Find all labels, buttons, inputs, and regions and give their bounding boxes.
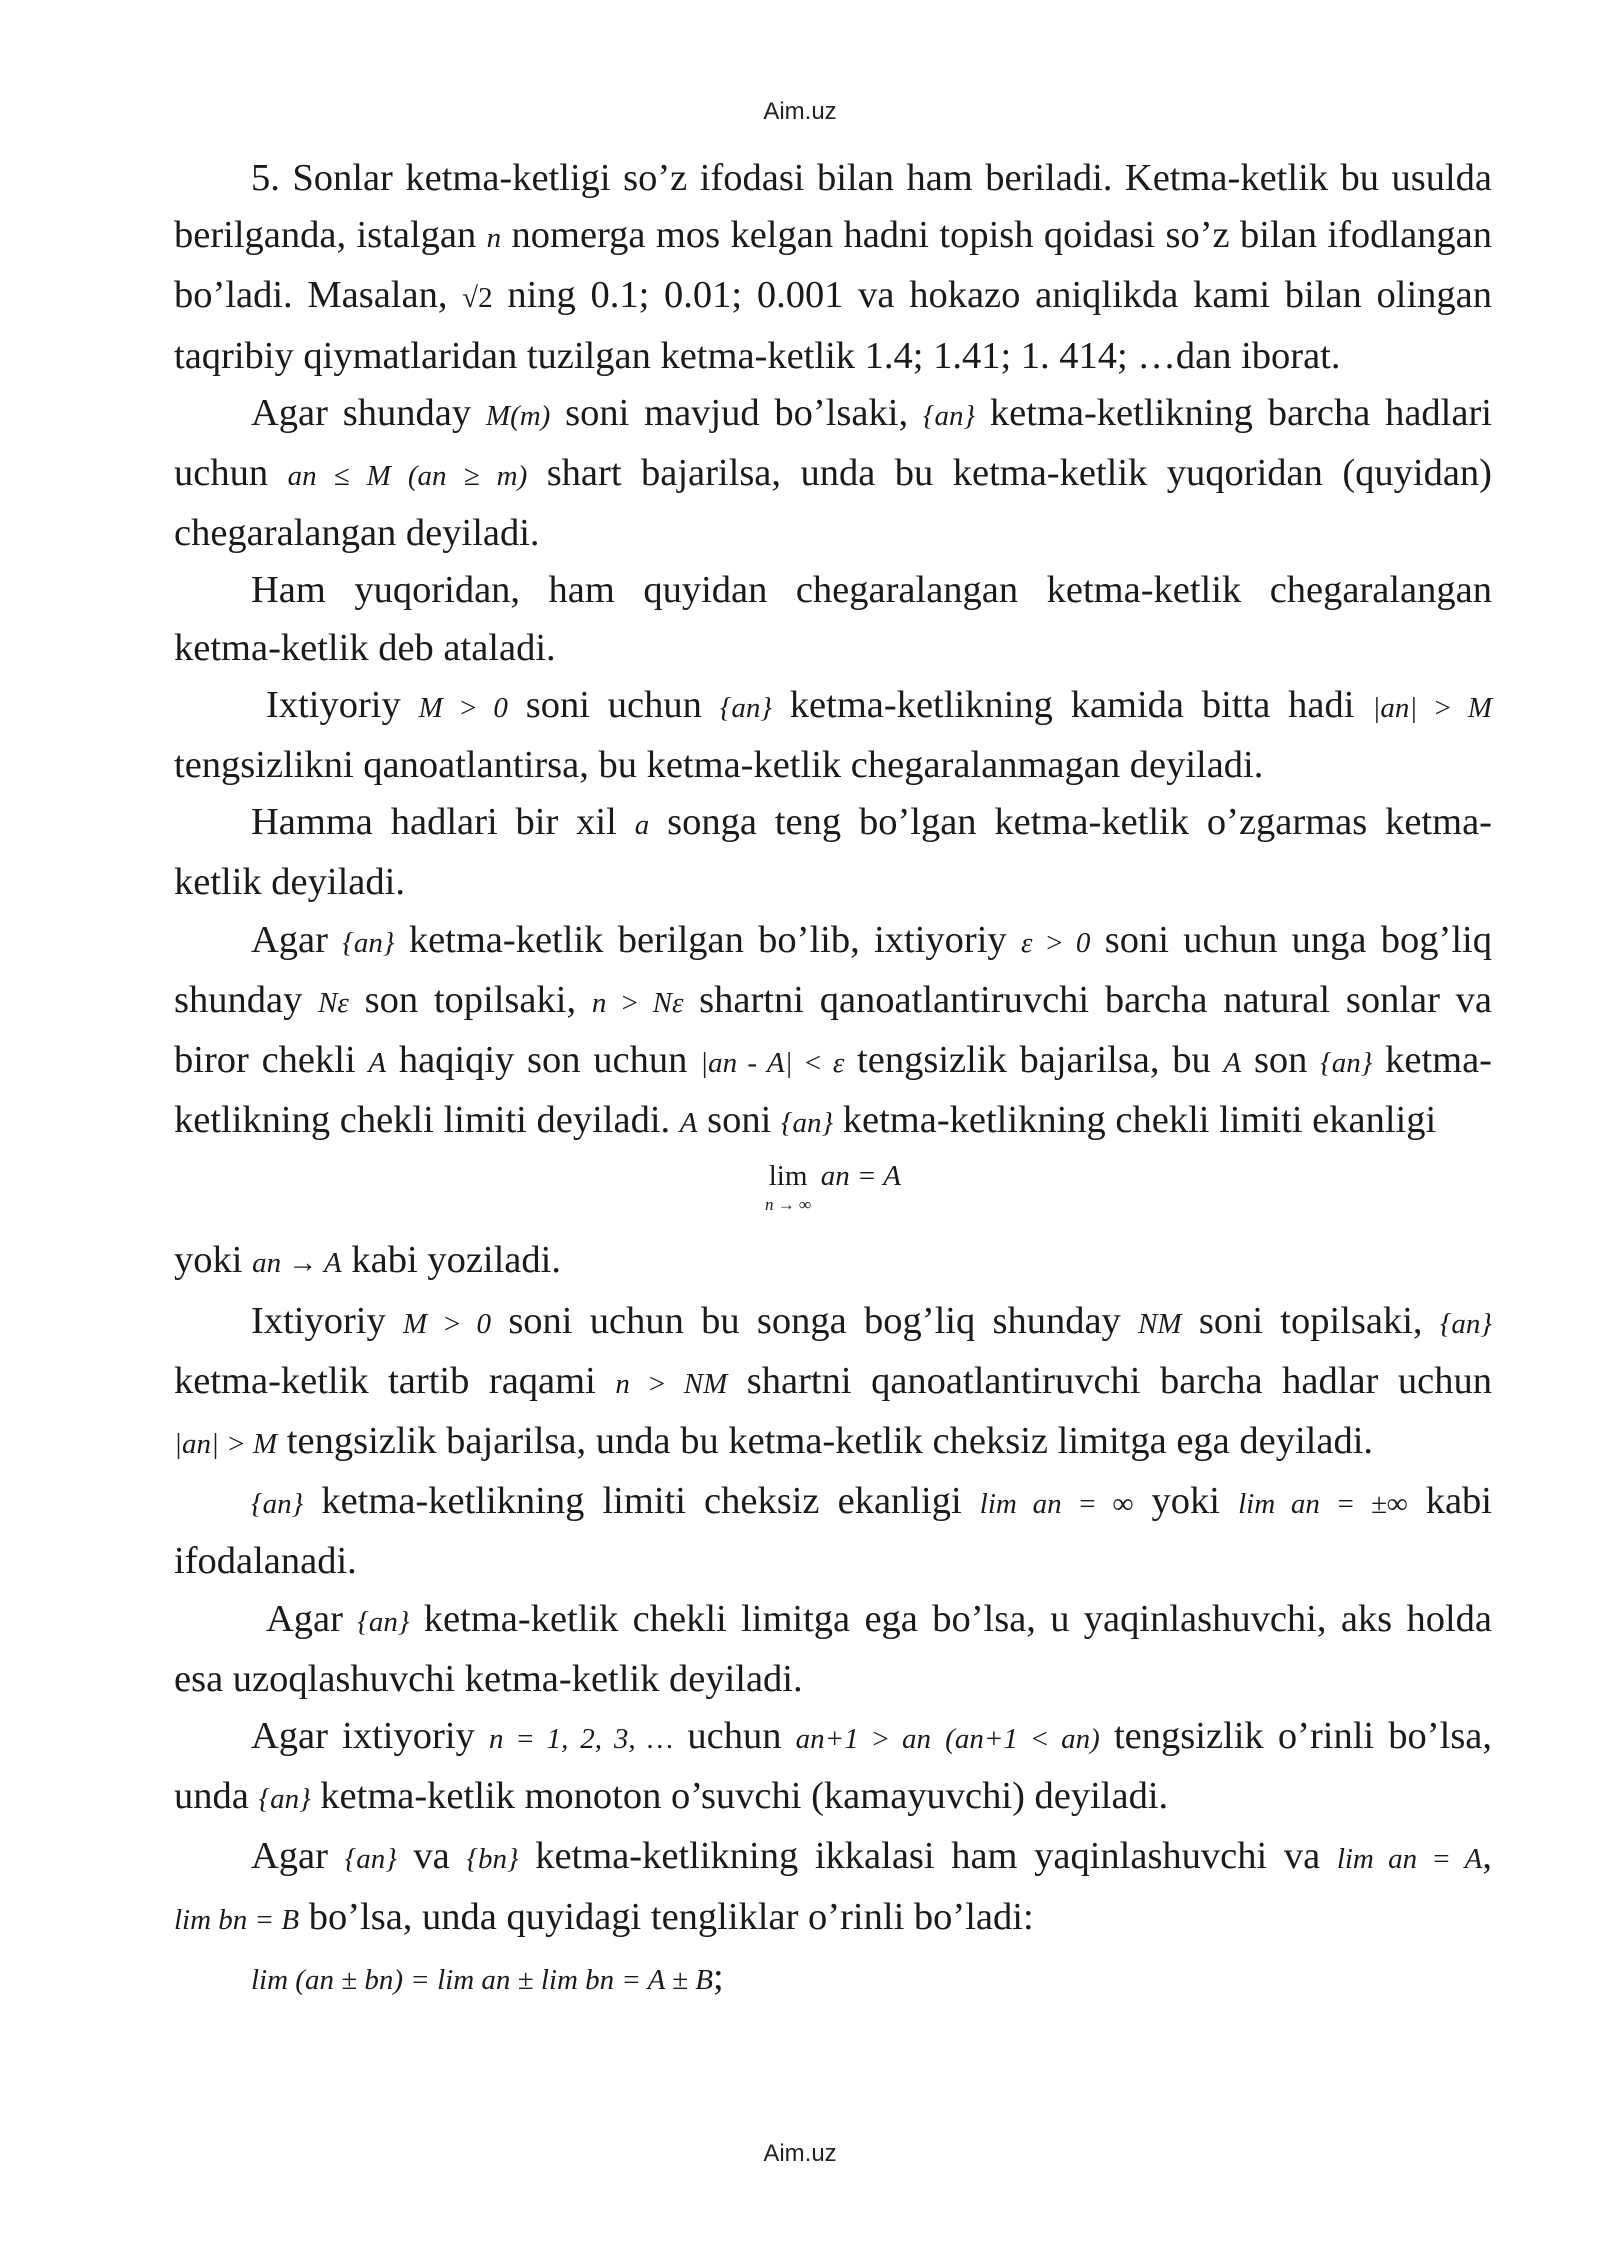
math-seq-an: {an} (342, 926, 395, 959)
math-an-to-A: an → A (252, 1247, 342, 1280)
math-lim-infinity: lim an = ∞ (979, 1488, 1134, 1521)
paragraph-6: Agar {an} ketma-ketlik berilgan bo’lib, ixtiyoriy ε > 0 soni uchun unga bog’liq shunday Nε son topilsaki, n > Nε shartni qanoatlantiruvchi barcha natural sonlar va biror chekli A haqiqiy son uchun |an - A| < ε tengsizlik bajarilsa, bu A son {an} ketma-ketlikning chekli limiti deyiladi. A soni {an} ketma-ketlikning chekli limiti ekanligi (174, 918, 1493, 1142)
math-abs-an-gt-M: |an| > M (174, 1428, 278, 1461)
math-seq-an: {an} (922, 399, 976, 432)
paragraph-13: lim (an ± bn) = lim an ± lim bn = A ± B; (251, 1955, 724, 1998)
paragraph-2: Agar shunday M(m) soni mavjud bo’lsaki, {an} ketma-ketlikning barcha hadlari uchun an ≤ M (an ≥ m) shart bajarilsa, unda bu ketma-ketlik yuqoridan (quyidan) chegaralangan deyiladi. (174, 391, 1493, 555)
paragraph-1 (174, 150, 1492, 385)
paragraph-10: Agar {an} ketma-ketlik chekli limitga ega bo’lsa, u yaqinlashuvchi, aks holda esa uzoqlashuvchi ketma-ketlik deyiladi. (174, 1597, 1492, 1700)
math-M-gt-0: M > 0 (403, 1307, 492, 1340)
math-abs-an-gt-M: |an| > M (1372, 691, 1493, 724)
math-M-gt-0: M > 0 (418, 691, 508, 724)
math-n-gt-N-M: n > NM (615, 1367, 728, 1400)
math-lim-sum-rule: lim (an ± bn) = lim an ± lim bn = A ± B (251, 1963, 714, 1996)
math-seq-an: {an} (357, 1605, 410, 1638)
paragraph-5: Hamma hadlari bir xil a songa teng bo’lgan ketma-ketlik o’zgarmas ketma-ketlik deyiladi. (174, 801, 1492, 904)
math-n-values: n = 1, 2, 3, … (488, 1723, 674, 1756)
paragraph-3: Ham yuqoridan, ham quyidan chegaralangan ketma-ketlik chegaralangan ketma-ketlik deb ataladi. (174, 569, 1492, 669)
math-abs-an-minus-A: |an - A| < ε (700, 1047, 845, 1080)
math-seq-an: {an} (719, 691, 772, 724)
math-seq-an: {an} (344, 1843, 397, 1876)
math-lim-pm-infinity: lim an = ±∞ (1238, 1488, 1408, 1521)
math-seq-an: {an} (251, 1488, 304, 1521)
math-N-M: NM (1138, 1307, 1182, 1340)
paragraph-12: Agar {an} va {bn} ketma-ketlikning ikkalasi ham yaqinlashuvchi va lim an = A, lim bn = B bo’lsa, unda quyidagi tengliklar o’rinli bo’ladi: (174, 1835, 1492, 1938)
page-header: Aim.uz (763, 98, 837, 125)
paragraph-8: Ixtiyoriy M > 0 soni uchun bu songa bog’liq shunday NM soni topilsaki, {an} ketma-ketlik tartib raqami n > NM shartni qanoatlantiruvchi barcha hadlar uchun |an| > M tengsizlik bajarilsa, unda bu ketma-ketlik cheksiz limitga ega deyiladi. (174, 1299, 1493, 1463)
math-n-gt-N-eps: n > Nε (591, 986, 684, 1019)
math-eps-gt-0: ε > 0 (1021, 926, 1091, 959)
math-seq-an: {an} (258, 1783, 311, 1816)
math-seq-an: {an} (1320, 1047, 1373, 1080)
page-footer: Aim.uz (763, 2140, 837, 2167)
math-bound-condition: an ≤ M (an ≥ m) (287, 460, 528, 493)
math-lim-bn-B: lim bn = B (174, 1903, 300, 1936)
paragraph-7: yoki an → A kabi yoziladi. (174, 1239, 561, 1282)
math-sqrt2: √2 (462, 282, 493, 315)
formula-rhs: an = A (820, 1160, 901, 1193)
math-lim-an-A: lim an = A (1336, 1843, 1483, 1876)
document-body (174, 150, 1492, 2009)
paragraph-11: Agar ixtiyoriy n = 1, 2, 3, … uchun an+1 > an (an+1 < an) tengsizlik o’rinli bo’lsa, unda {an} ketma-ketlik monoton o’suvchi (kamayuvchi) deyiladi. (174, 1715, 1493, 1818)
lim-operator: lim n → ∞ (764, 1160, 812, 1215)
math-n: n (486, 222, 502, 255)
math-seq-bn: {bn} (466, 1843, 519, 1876)
math-A: A (368, 1047, 387, 1080)
math-seq-an: {an} (780, 1107, 834, 1140)
math-M-m: M(m) (485, 399, 551, 432)
paragraph-4: Ixtiyoriy M > 0 soni uchun {an} ketma-ketlikning kamida bitta hadi |an| > M tengsizlikni qanoatlantirsa, bu ketma-ketlik chegaralanmagan deyiladi. (174, 683, 1493, 787)
math-increasing: an+1 > an (795, 1723, 931, 1756)
math-A: A (1223, 1047, 1242, 1080)
math-seq-an: {an} (1439, 1307, 1493, 1340)
paragraph-9: {an} ketma-ketlikning limiti cheksiz ekanligi lim an = ∞ yoki lim an = ±∞ kabi ifodalanadi. (174, 1480, 1492, 1583)
math-A: A (679, 1107, 698, 1140)
math-decreasing: (an+1 < an) (945, 1723, 1100, 1756)
text: nomerga mos kelgan hadni topish qoidasi so’z bilan ifodlangan bo’ladi. Masalan, (174, 214, 1493, 317)
formula-limit (174, 1152, 1492, 1232)
text: 5. Sonlar ketma-ketligi so’z ifodasi bilan ham beriladi. Ketma-ketlik bu usulda berilganda, istalgan (174, 157, 1492, 257)
math-N-eps: Nε (318, 986, 349, 1019)
text: ning 0.1; 0.01; 0.001 va hokazo aniqlikda kami bilan olingan taqribiy qiymatlaridan tuzilgan ketma-ketlik 1.4; 1.41; 1. 414; …dan iborat. (174, 274, 1492, 377)
math-a: a (634, 809, 650, 842)
